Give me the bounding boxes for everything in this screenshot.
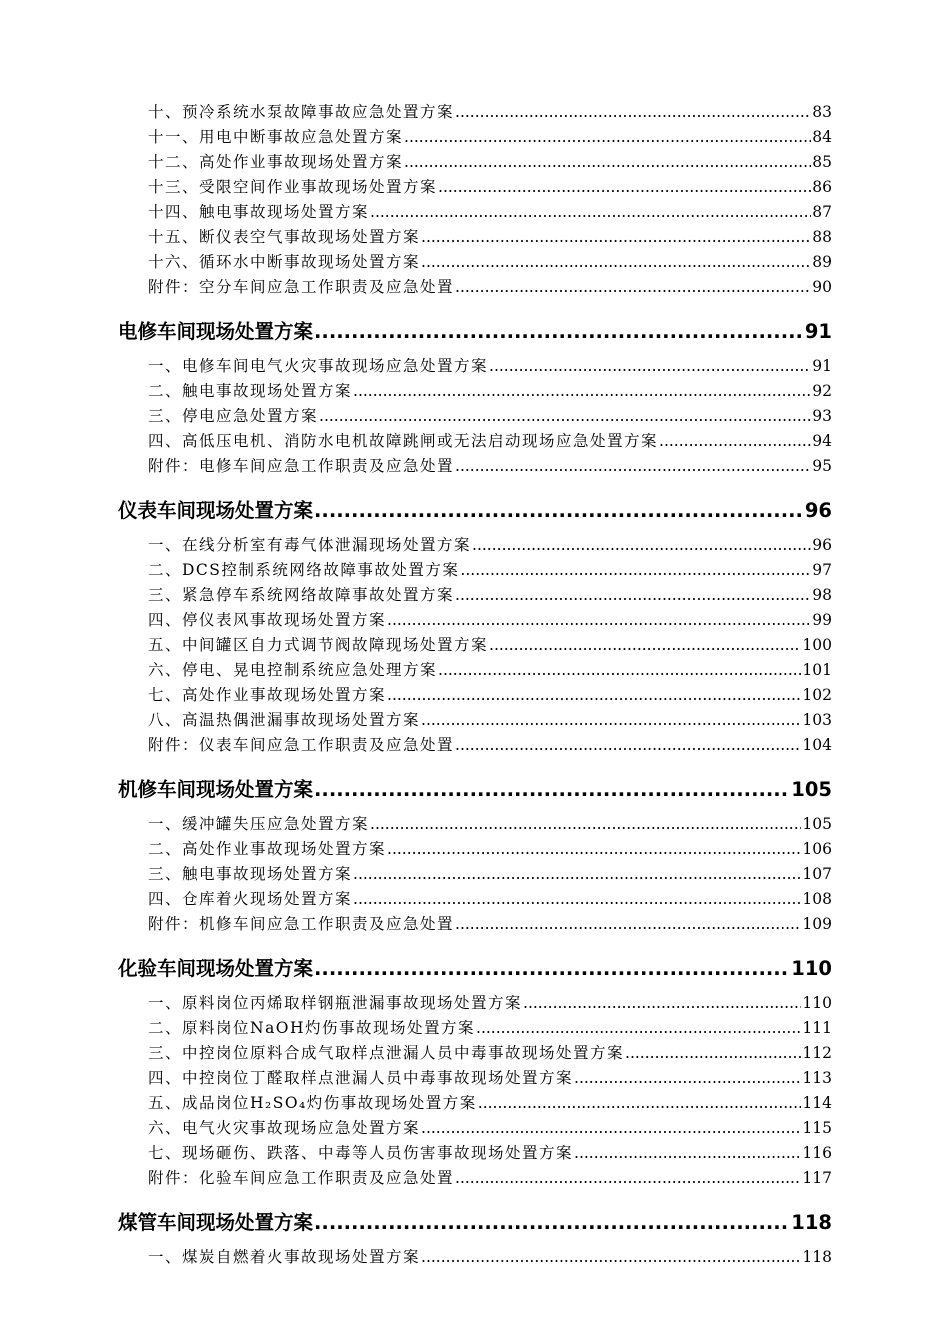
toc-entry[interactable] [118,454,832,479]
toc-entry[interactable] [118,100,832,125]
toc-entry-label: 三、触电事故现场处置方案 [148,865,353,883]
toc-leader-dots [387,608,811,633]
toc-page-number: 88 [812,228,832,246]
toc-entry[interactable] [118,837,832,862]
toc-page-number: 102 [802,686,832,704]
toc-entry-label: 一、缓冲罐失压应急处置方案 [148,815,370,833]
toc-entry[interactable] [118,1041,832,1066]
toc-page-number: 87 [812,203,832,221]
toc-entry-label: 附件：空分车间应急工作职责及应急处置 [148,278,455,296]
toc-page-number: 108 [802,890,832,908]
toc-entry[interactable] [118,1091,832,1116]
toc-entry-label: 七、现场砸伤、跌落、中毒等人员伤害事故现场处置方案 [148,1144,574,1162]
toc-page-number: 91 [812,357,832,375]
toc-leader-dots [438,175,811,200]
toc-leader-dots [455,912,801,937]
toc-entry-label: 五、成品岗位H₂SO₄灼伤事故现场处置方案 [148,1094,477,1112]
toc-leader-dots [370,812,801,837]
toc-leader-dots [438,658,801,683]
toc-entry[interactable] [118,583,832,608]
toc-section-heading[interactable] [118,1204,832,1241]
toc-page-number: 114 [802,1094,832,1112]
toc-entry[interactable] [118,1016,832,1041]
toc-page-number: 99 [812,611,832,629]
toc-section-heading[interactable] [118,313,832,350]
toc-entry[interactable] [118,379,832,404]
toc-entry-label: 化验车间现场处置方案 [118,957,314,980]
toc-leader-dots [353,379,811,404]
toc-page-number: 118 [802,1248,832,1266]
toc-page-number: 103 [802,711,832,729]
toc-entry-label: 十五、断仪表空气事故现场处置方案 [148,228,421,246]
toc-page-number: 113 [802,1069,832,1087]
toc-entry-label: 四、仓库着火现场处置方案 [148,890,353,908]
toc-leader-dots [489,354,811,379]
toc-entry[interactable] [118,125,832,150]
toc-section-heading[interactable] [118,950,832,987]
toc-page-number: 89 [812,253,832,271]
toc-section-heading[interactable] [118,771,832,808]
toc-entry-label: 附件：仪表车间应急工作职责及应急处置 [148,736,455,754]
toc-entry-label: 二、DCS控制系统网络故障事故处置方案 [148,561,460,579]
toc-page-number: 96 [812,536,832,554]
toc-leader-dots [476,1016,801,1041]
toc-entry-label: 五、中间罐区自力式调节阀故障现场处置方案 [148,636,489,654]
toc-entry-label: 三、中控岗位原料合成气取样点泄漏人员中毒事故现场处置方案 [148,1044,625,1062]
toc-page-number: 117 [802,1169,832,1187]
toc-entry[interactable] [118,404,832,429]
toc-entry[interactable] [118,225,832,250]
toc-leader-dots [387,837,801,862]
toc-leader-dots [455,1166,801,1191]
toc-leader-dots [489,633,801,658]
toc-entry-label: 六、停电、晃电控制系统应急处理方案 [148,661,438,679]
toc-page-number: 95 [812,457,832,475]
toc-leader-dots [314,771,790,808]
toc-entry[interactable] [118,683,832,708]
toc-leader-dots [455,583,811,608]
toc-page-number: 110 [802,994,832,1012]
toc-entry[interactable] [118,1066,832,1091]
toc-entry[interactable] [118,1245,832,1270]
toc-entry[interactable] [118,558,832,583]
toc-entry[interactable] [118,708,832,733]
toc-entry[interactable] [118,991,832,1016]
toc-leader-dots [574,1141,801,1166]
toc-entry-label: 电修车间现场处置方案 [118,320,314,343]
toc-page-number: 83 [812,103,832,121]
toc-leader-dots [421,250,811,275]
toc-entry-label: 一、原料岗位丙烯取样钢瓶泄漏事故现场处置方案 [148,994,523,1012]
toc-entry[interactable] [118,633,832,658]
toc-entry-label: 七、高处作业事故现场处置方案 [148,686,387,704]
toc-leader-dots [314,313,804,350]
toc-leader-dots [353,862,801,887]
toc-entry-label: 十二、高处作业事故现场处置方案 [148,153,404,171]
toc-entry-label: 一、电修车间电气火灾事故现场应急处置方案 [148,357,489,375]
toc-leader-dots [625,1041,801,1066]
toc-entry-label: 附件：机修车间应急工作职责及应急处置 [148,915,455,933]
toc-leader-dots [404,150,811,175]
toc-entry[interactable] [118,1141,832,1166]
toc-leader-dots [523,991,801,1016]
toc-entry-label: 二、高处作业事故现场处置方案 [148,840,387,858]
toc-leader-dots [314,1204,790,1241]
toc-entry-label: 三、停电应急处置方案 [148,407,319,425]
toc-entry[interactable] [118,658,832,683]
toc-page-number: 107 [802,865,832,883]
toc-page-number: 92 [812,382,832,400]
toc-entry[interactable] [118,812,832,837]
toc-entry-label: 十一、用电中断事故应急处置方案 [148,128,404,146]
toc-leader-dots [319,404,811,429]
toc-entry[interactable] [118,250,832,275]
toc-entry-label: 四、停仪表风事故现场处置方案 [148,611,387,629]
toc-entry[interactable] [118,608,832,633]
toc-entry-label: 八、高温热偶泄漏事故现场处置方案 [148,711,421,729]
toc-entry[interactable] [118,200,832,225]
toc-entry-label: 附件：电修车间应急工作职责及应急处置 [148,457,455,475]
toc-page-number: 93 [812,407,832,425]
toc-leader-dots [314,492,804,529]
toc-entry[interactable] [118,429,832,454]
toc-page-number: 116 [802,1144,832,1162]
toc-page-number: 101 [802,661,832,679]
toc-section-heading[interactable] [118,492,832,529]
toc-entry[interactable] [118,733,832,758]
toc-entry-label: 六、电气火灾事故现场应急处置方案 [148,1119,421,1137]
toc-leader-dots [460,558,811,583]
toc-leader-dots [574,1066,801,1091]
toc-entry-label: 十四、触电事故现场处置方案 [148,203,370,221]
toc-leader-dots [387,683,801,708]
toc-leader-dots [659,429,811,454]
toc-page-number: 94 [812,432,832,450]
toc-leader-dots [421,1116,801,1141]
toc-page-number: 118 [791,1211,832,1234]
toc-page-number: 112 [802,1044,832,1062]
toc-entry-label: 十六、循环水中断事故现场处置方案 [148,253,421,271]
toc-entry-label: 煤管车间现场处置方案 [118,1211,314,1234]
toc-page-number: 111 [802,1019,832,1037]
toc-page-number: 90 [812,278,832,296]
toc-leader-dots [404,125,811,150]
toc-page-number: 115 [802,1119,832,1137]
toc-leader-dots [472,533,811,558]
toc-entry-label: 十三、受限空间作业事故现场处置方案 [148,178,438,196]
toc-entry[interactable] [118,1166,832,1191]
toc-leader-dots [421,1245,801,1270]
toc-page-number: 100 [802,636,832,654]
toc-entry-label: 十、预冷系统水泵故障事故应急处置方案 [148,103,455,121]
toc-entry[interactable] [118,887,832,912]
toc-entry[interactable] [118,533,832,558]
table-of-contents [118,100,832,1270]
toc-leader-dots [421,225,811,250]
toc-entry-label: 一、在线分析室有毒气体泄漏现场处置方案 [148,536,472,554]
toc-leader-dots [314,950,790,987]
toc-page-number: 86 [812,178,832,196]
toc-entry[interactable] [118,912,832,937]
toc-entry[interactable] [118,175,832,200]
toc-entry-label: 一、煤炭自燃着火事故现场处置方案 [148,1248,421,1266]
toc-leader-dots [421,708,801,733]
toc-page-number: 109 [802,915,832,933]
toc-entry[interactable] [118,354,832,379]
toc-page-number: 85 [812,153,832,171]
toc-page-number: 96 [804,499,832,522]
toc-entry-label: 四、中控岗位丁醛取样点泄漏人员中毒事故现场处置方案 [148,1069,574,1087]
toc-page-number: 105 [791,778,832,801]
toc-leader-dots [455,100,811,125]
toc-page-number: 91 [804,320,832,343]
toc-leader-dots [455,275,811,300]
toc-leader-dots [455,454,811,479]
toc-leader-dots [353,887,801,912]
toc-page-number: 106 [802,840,832,858]
toc-entry[interactable] [118,862,832,887]
toc-page-number: 84 [812,128,832,146]
toc-entry-label: 机修车间现场处置方案 [118,778,314,801]
toc-entry-label: 二、触电事故现场处置方案 [148,382,353,400]
toc-page-number: 110 [791,957,832,980]
toc-entry-label: 三、紧急停车系统网络故障事故处置方案 [148,586,455,604]
toc-page-number: 105 [802,815,832,833]
toc-entry-label: 附件：化验车间应急工作职责及应急处置 [148,1169,455,1187]
toc-leader-dots [478,1091,802,1116]
toc-leader-dots [455,733,801,758]
toc-leader-dots [370,200,811,225]
toc-entry[interactable] [118,1116,832,1141]
toc-page-number: 97 [812,561,832,579]
toc-entry[interactable] [118,275,832,300]
toc-page-number: 98 [812,586,832,604]
toc-page-number: 104 [802,736,832,754]
toc-entry-label: 四、高低压电机、消防水电机故障跳闸或无法启动现场应急处置方案 [148,432,659,450]
toc-entry[interactable] [118,150,832,175]
toc-entry-label: 仪表车间现场处置方案 [118,499,314,522]
toc-entry-label: 二、原料岗位NaOH灼伤事故现场处置方案 [148,1019,476,1037]
